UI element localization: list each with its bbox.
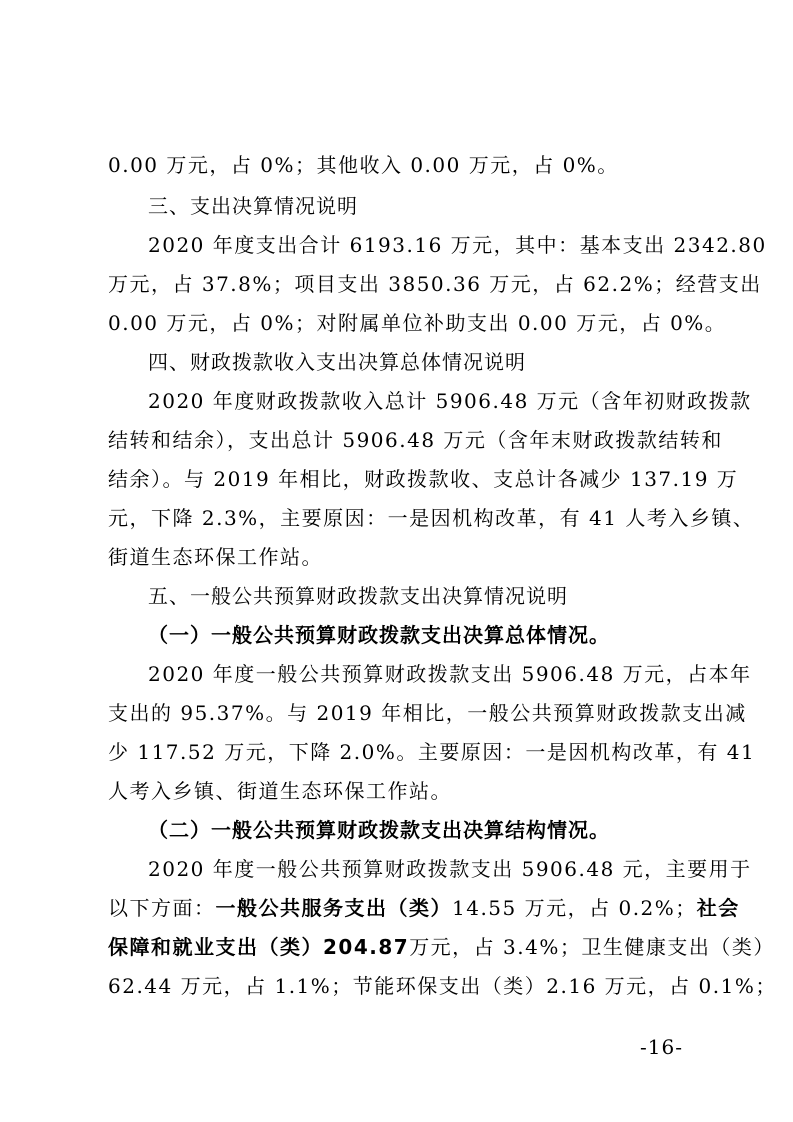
text-line [108,932,775,962]
text-span: 以下方面： [108,896,216,920]
text-line: 元，下降 2.3%，主要原因：一是因机构改革，有 41 人考入乡镇、 [108,506,755,530]
text-line: 万元，占 37.8%；项目支出 3850.36 万元，占 62.2%；经营支出 [108,272,762,296]
text-line: 2020 年度一般公共预算财政拨款支出 5906.48 万元，占本年 [148,662,752,686]
bold-span: 社会 [696,896,740,920]
bold-span: 一般公共服务支出（类） [215,896,452,920]
section-heading-5: 五、一般公共预算财政拨款支出决算情况说明 [148,584,568,608]
section-heading-4: 四、财政拨款收入支出决算总体情况说明 [148,350,526,374]
text-line: 支出的 95.37%。与 2019 年相比，一般公共预算财政拨款支出减 [108,701,747,725]
text-span: 万元，占 3.4%；卫生健康支出（类） [409,935,775,959]
text-line: 2020 年度财政拨款收入总计 5906.48 万元（含年初财政拨款 [148,389,752,413]
text-line: 0.00 万元，占 0%；其他收入 0.00 万元，占 0%。 [108,153,619,177]
text-line: 62.44 万元，占 1.1%；节能环保支出（类）2.16 万元，占 0.1%； [108,974,777,998]
page-number: -16- [640,1035,683,1059]
text-span: 14.55 万元，占 0.2%； [452,896,697,920]
text-line [108,893,740,923]
text-line: 少 117.52 万元，下降 2.0%。主要原因：一是因机构改革，有 41 [108,740,756,764]
bold-span: 保障和就业支出（类）204.87 [108,935,410,959]
text-line: 2020 年度支出合计 6193.16 万元，其中：基本支出 2342.80 [148,233,767,257]
text-line: 0.00 万元，占 0%；对附属单位补助支出 0.00 万元，占 0%。 [108,311,727,335]
text-line: 2020 年度一般公共预算财政拨款支出 5906.48 元，主要用于 [148,857,752,881]
subsection-heading-5-1: （一）一般公共预算财政拨款支出决算总体情况。 [148,623,610,647]
text-line: 结转和结余），支出总计 5906.48 万元（含年末财政拨款结转和 [108,428,723,452]
text-line: 街道生态环保工作站。 [108,545,323,569]
text-line: 人考入乡镇、街道生态环保工作站。 [108,779,452,803]
subsection-heading-5-2: （二）一般公共预算财政拨款支出决算结构情况。 [148,818,610,842]
section-heading-3: 三、支出决算情况说明 [148,194,358,218]
text-line: 结余）。与 2019 年相比，财政拨款收、支总计各减少 137.19 万 [108,467,739,491]
